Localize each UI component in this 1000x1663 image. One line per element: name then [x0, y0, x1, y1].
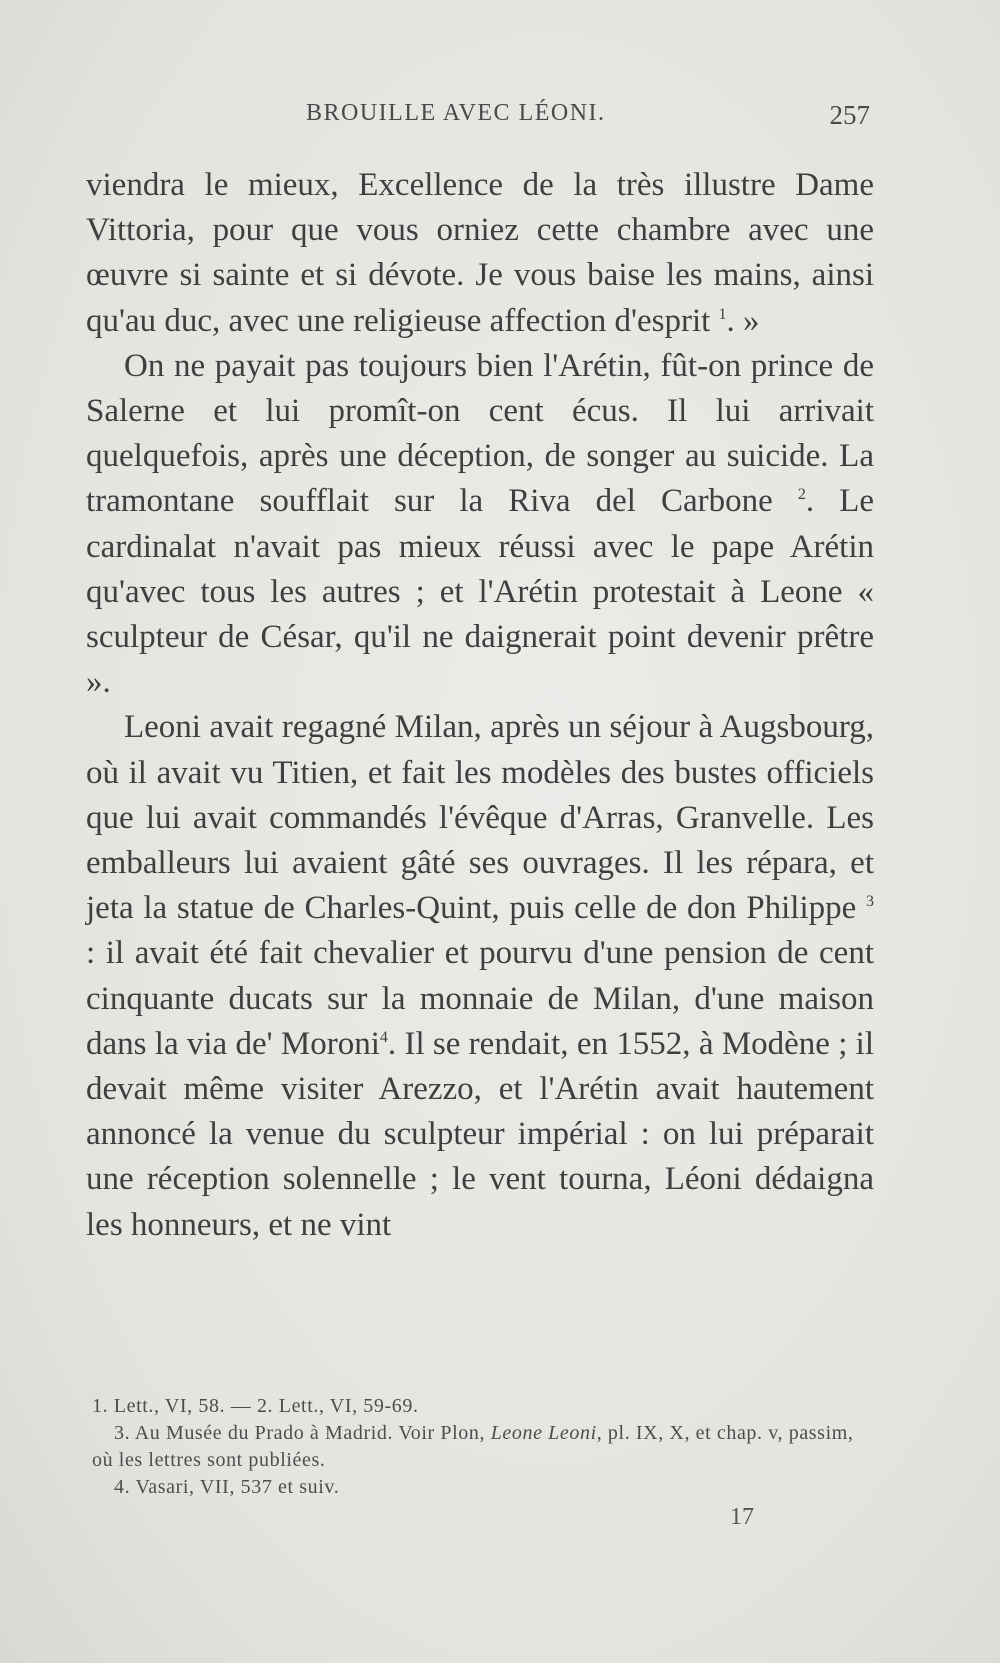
- footnote-3-text-b: , pl. IX, X, et chap. v, passim, où les lettres sont publiées.: [92, 1422, 854, 1471]
- paragraph-1: [86, 163, 874, 344]
- paragraph-3-text-b: : il avait été fait chevalier et pourvu d'une pension de cent cinquante ducats sur la monnaie de Milan, d'une maison dans la via de' Moroni: [86, 935, 874, 1062]
- paragraph-3-text-c: . Il se rendait, en 1552, à Modène ; il devait même visiter Arezzo, et l'Arétin avait hautement annoncé la venue du sculpteur impérial : on lui préparait une réception solennelle ; le vent tourna, Léoni dédaigna les honneurs, et ne vint: [86, 1025, 875, 1243]
- paragraph-2-text-a: On ne payait pas toujours bien l'Arétin, fût-on prince de Salerne et lui promît-on cent écus. Il lui arrivait quelquefois, après une déception, de songer au suicide. La tramontane soufflait sur la Riva del Carbone: [86, 347, 874, 520]
- paragraph-3-text-a: Leoni avait regagné Milan, après un séjour à Augsbourg, où il avait vu Titien, et fait les modèles des bustes officiels que lui avait commandés l'évêque d'Arras, Granvelle. Les emballeurs lui avaient gâté ses ouvrages. Il les répara, et jeta la statue de Charles-Quint, puis celle de don Philippe: [86, 709, 874, 927]
- paragraph-2: [86, 344, 874, 706]
- signature-mark: 17: [730, 1504, 754, 1530]
- footnote-ref-3: 3: [866, 893, 874, 911]
- paragraph-1-text: viendra le mieux, Excellence de la très illustre Dame Vittoria, pour que vous orniez cette chambre avec une œuvre si sainte et si dévote. Je vous baise les mains, ainsi qu'au duc, avec une religieuse affection d'esprit: [86, 167, 874, 339]
- footnote-4: 4. Vasari, VII, 537 et suiv.: [114, 1476, 340, 1498]
- body-text: [86, 163, 874, 1248]
- footnote-ref-4: 4: [379, 1028, 388, 1046]
- paragraph-3: [86, 705, 874, 1247]
- footnote-ref-2: 2: [797, 486, 806, 504]
- running-head: [88, 100, 870, 140]
- paragraph-1-tail: . »: [726, 302, 760, 339]
- paragraph-2-text-b: . Le cardinalat n'avait pas mieux réussi avec le pape Arétin qu'avec tous les autres ; et l'Arétin protestait à Leone « sculpteur de César, qu'il ne daignerait point devenir prêtre ».: [86, 483, 874, 701]
- footnotes: [92, 1393, 878, 1501]
- footnote-3: [92, 1420, 878, 1474]
- footnote-ref-1: 1: [718, 305, 727, 323]
- running-title: BROUILLE AVEC LÉONI.: [306, 100, 606, 126]
- footnote-1-2: 1. Lett., VI, 58. — 2. Lett., VI, 59-69.: [92, 1395, 419, 1417]
- footnote-3-text-a: 3. Au Musée du Prado à Madrid. Voir Plon,: [114, 1422, 491, 1444]
- footnote-3-italic-title: Leone Leoni: [490, 1422, 597, 1444]
- page-number: 257: [829, 100, 870, 130]
